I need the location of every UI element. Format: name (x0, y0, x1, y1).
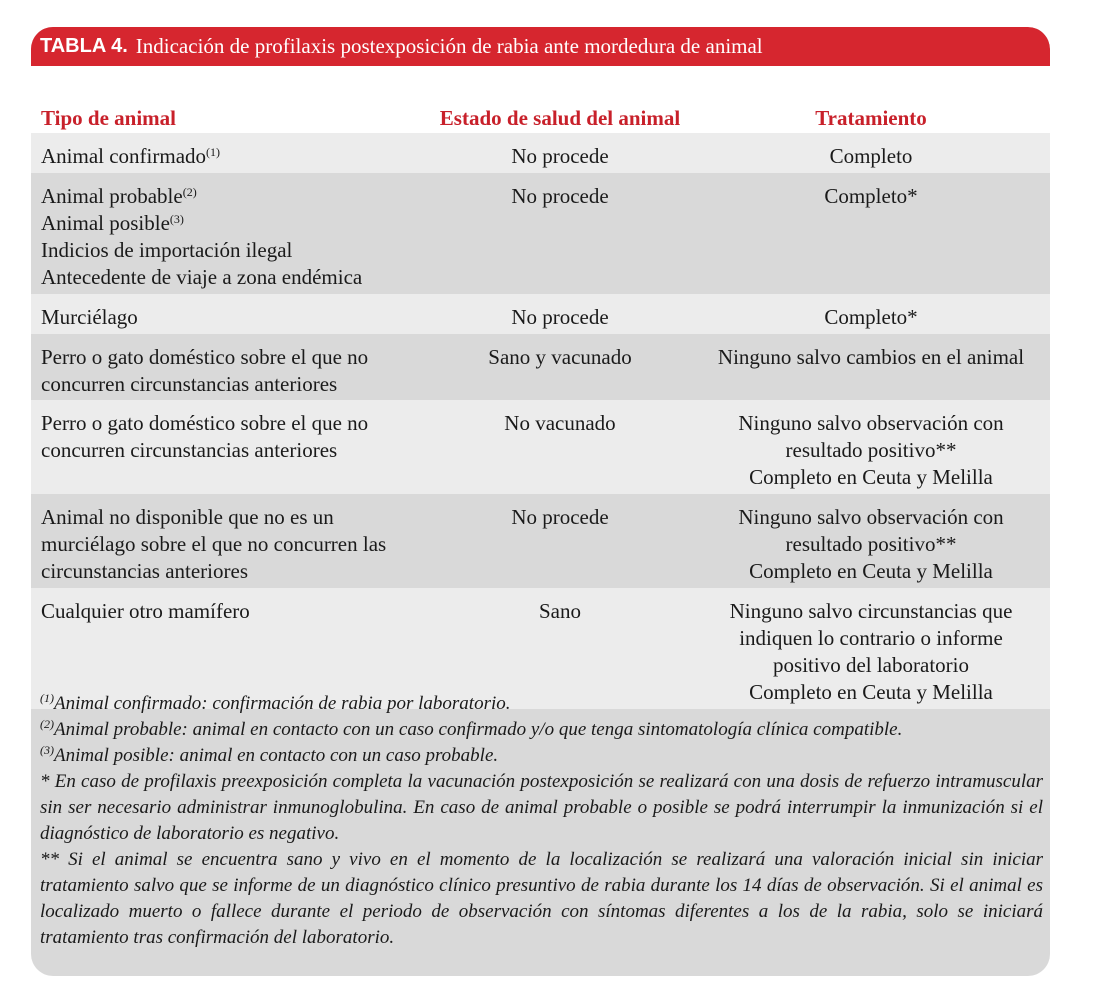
footnote-text: ** Si el animal se encuentra sano y vivo en el momento de la localización se realizará una valoración inicial sin iniciar tratamiento salvo que se informe de un diagnóstico clínico presuntivo de rabia durante los 14 días de observación. Si el animal es localizado muerto o fallece durante el periodo de observación con síntomas diferentes a los de la rabia, solo se iniciará tratamiento tras confirmación del laboratorio. (40, 849, 1043, 948)
table-row (31, 494, 1050, 588)
column-header-animal: Tipo de animal (41, 106, 176, 130)
cell-text: Antecedente de viaje a zona endémica (41, 265, 363, 289)
table-title: Indicación de profilaxis postexposición de rabia ante mordedura de animal (135, 34, 763, 58)
cell-text: concurren circunstancias anteriores (41, 438, 338, 462)
cell-text: Ninguno salvo observación con (738, 505, 1004, 529)
table-body (31, 133, 1050, 709)
footnote (40, 847, 1043, 951)
cell-text: Ninguno salvo observación con (738, 411, 1004, 435)
column-header-health: Estado de salud del animal (439, 106, 681, 130)
footnote-ref: (2) (182, 185, 197, 199)
table-title-bar (31, 27, 1050, 66)
footnote-ref: (1) (206, 145, 221, 159)
cell-text: Ninguno salvo cambios en el animal (717, 345, 1025, 369)
cell-health (431, 504, 689, 531)
footnote-text: * En caso de profilaxis preexposición completa la vacunación postexposición se realizará con una dosis de refuerzo intramuscular sin ser necesario administrar inmunoglobulina. En caso de animal probable o posible se podrá interrumpir la inmunización si el diagnóstico de laboratorio es negativo. (40, 771, 1043, 844)
footnote-text: Animal posible: animal en contacto con un caso probable. (54, 745, 499, 766)
column-header-treatment: Tratamiento (815, 106, 927, 130)
cell-treatment (691, 344, 1050, 371)
cell-text: indiquen lo contrario o informe (739, 626, 1003, 650)
cell-text: Completo* (824, 184, 918, 208)
cell-text: Sano (539, 599, 581, 623)
cell-treatment (691, 504, 1050, 585)
cell-treatment (691, 304, 1050, 331)
table-row (31, 400, 1050, 494)
cell-text: murciélago sobre el que no concurren las (41, 532, 387, 556)
cell-text: Animal probable (41, 184, 183, 208)
cell-text: concurren circunstancias anteriores (41, 372, 338, 396)
cell-text: Perro o gato doméstico sobre el que no (41, 411, 369, 435)
cell-text: Perro o gato doméstico sobre el que no (41, 345, 369, 369)
cell-text: Animal no disponible que no es un (41, 505, 334, 529)
table-footnotes (40, 691, 1043, 951)
cell-health (431, 143, 689, 170)
footnote (40, 717, 1043, 743)
footnote-marker: (3) (40, 743, 54, 757)
footnote-marker: (1) (40, 691, 54, 705)
cell-text: circunstancias anteriores (41, 559, 248, 583)
cell-text: Sano y vacunado (488, 345, 632, 369)
cell-text: Completo* (824, 305, 918, 329)
cell-treatment (691, 410, 1050, 491)
cell-text: No procede (511, 184, 609, 208)
cell-animal (41, 143, 421, 170)
table-number: TABLA 4. (40, 35, 128, 57)
cell-text: Cualquier otro mamífero (41, 599, 250, 623)
cell-animal (41, 410, 421, 464)
cell-animal (41, 344, 421, 398)
footnote-ref: (3) (169, 212, 184, 226)
cell-text: Completo en Ceuta y Melilla (749, 465, 993, 489)
cell-animal (41, 598, 421, 625)
cell-text: Indicios de importación ilegal (41, 238, 293, 262)
cell-health (431, 304, 689, 331)
cell-text: No procede (511, 505, 609, 529)
cell-text: Completo en Ceuta y Melilla (749, 559, 993, 583)
table-row (31, 294, 1050, 334)
cell-health (431, 183, 689, 210)
cell-text: resultado positivo** (785, 532, 957, 556)
cell-text: No vacunado (504, 411, 616, 435)
rabies-table (31, 27, 1050, 976)
footnote (40, 691, 1043, 717)
cell-treatment (691, 183, 1050, 210)
cell-animal (41, 304, 421, 331)
cell-animal (41, 183, 421, 291)
cell-text: Animal confirmado (41, 144, 207, 168)
cell-health (431, 598, 689, 625)
cell-text: Completo en Ceuta y Melilla (749, 680, 993, 704)
cell-health (431, 344, 689, 371)
table-row (31, 173, 1050, 294)
cell-treatment (691, 598, 1050, 706)
cell-text: No procede (511, 144, 609, 168)
cell-text: Animal posible (41, 211, 170, 235)
footnote-marker: (2) (40, 717, 54, 731)
cell-text: Ninguno salvo circunstancias que (729, 599, 1013, 623)
footnote (40, 769, 1043, 847)
cell-text: Completo (829, 144, 913, 168)
footnote-text: Animal probable: animal en contacto con un caso confirmado y/o que tenga sintomatología clínica compatible. (54, 719, 903, 740)
table-row (31, 133, 1050, 173)
footnote-text: Animal confirmado: confirmación de rabia por laboratorio. (54, 693, 511, 714)
cell-treatment (691, 143, 1050, 170)
footnote (40, 743, 1043, 769)
cell-health (431, 410, 689, 437)
cell-text: No procede (511, 305, 609, 329)
table-row (31, 334, 1050, 400)
cell-text: Murciélago (41, 305, 138, 329)
cell-text: resultado positivo** (785, 438, 957, 462)
cell-animal (41, 504, 421, 585)
cell-text: positivo del laboratorio (773, 653, 969, 677)
table-header (31, 66, 1050, 133)
